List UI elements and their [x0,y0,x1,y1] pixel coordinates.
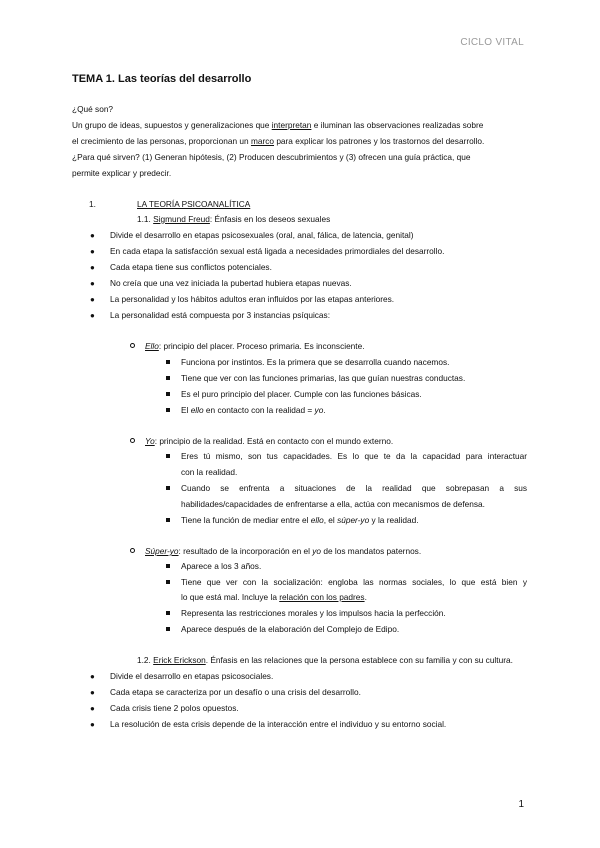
bullet-icon: ● [90,279,95,288]
list-item: ● No creía que una vez iniciada la pubertad hubiera etapas nuevas. [110,276,352,292]
list-item: ● La personalidad y los hábitos adultos eran influidos por las etapas anteriores. [110,292,394,308]
list-item: Representa las restricciones morales y los impulsos hacia la perfección. [181,606,446,622]
list-item: El ello en contacto con la realidad = yo. [181,403,326,419]
square-bullet-icon [166,360,170,364]
section-number: 1. [89,199,96,209]
list-item: Eres tú mismo, son tus capacidades. Es lo que te da la capacidad para interactuar [181,449,527,465]
circle-bullet-icon [130,438,135,443]
square-bullet-icon [166,486,170,490]
list-item: ● Cada etapa tiene sus conflictos potenciales. [110,260,272,276]
question-what: ¿Qué son? [72,104,114,114]
page-title: TEMA 1. Las teorías del desarrollo [72,73,252,85]
circle-bullet-icon [130,343,135,348]
list-item: ● Cada crisis tiene 2 polos opuestos. [110,701,239,717]
ello-heading: Ello: principio del placer. Proceso primaria. Es inconsciente. [145,339,365,355]
bullet-icon: ● [90,263,95,272]
section-title: LA TEORÍA PSICOANALÍTICA [137,199,251,209]
definition-line-1: Un grupo de ideas, supuestos y generalizaciones que interpretan e iluminan las observaciones realizadas sobre [72,120,484,130]
circle-bullet-icon [130,548,135,553]
list-item: ● En cada etapa la satisfacción sexual está ligada a necesidades primordiales del desarrollo. [110,244,444,260]
list-item: ● Divide el desarrollo en etapas psicosociales. [110,669,273,685]
bullet-icon: ● [90,672,95,681]
bullet-icon: ● [90,704,95,713]
list-item: Tiene que ver con las funciones primarias, las que guían nuestras conductas. [181,371,465,387]
square-bullet-icon [166,580,170,584]
list-item: ● Divide el desarrollo en etapas psicosexuales (oral, anal, fálica, de latencia, genital) [110,228,413,244]
list-item: ● La personalidad está compuesta por 3 instancias psíquicas: [110,308,330,324]
bullet-icon: ● [90,720,95,729]
list-item-continuation: con la realidad. [181,467,238,477]
square-bullet-icon [166,518,170,522]
freud-heading: 1.1. Sigmund Freud: Énfasis en los deseos sexuales [137,214,331,224]
erikson-heading: 1.2. Erick Erickson. Énfasis en las relaciones que la persona establece con su familia y con su cultura. [137,655,513,665]
list-item: Aparece después de la elaboración del Complejo de Edipo. [181,622,399,638]
list-item: Tiene que ver con la socialización: engloba las normas sociales, lo que está bien y [181,575,527,591]
list-item: Funciona por instintos. Es la primera que se desarrolla cuando nacemos. [181,355,449,371]
bullet-icon: ● [90,247,95,256]
square-bullet-icon [166,564,170,568]
square-bullet-icon [166,376,170,380]
bullet-icon: ● [90,231,95,240]
list-item-continuation: habilidades/capacidades de enfrentarse a ella, actúa con mecanismos de defensa. [181,499,485,509]
square-bullet-icon [166,611,170,615]
square-bullet-icon [166,454,170,458]
square-bullet-icon [166,392,170,396]
bullet-icon: ● [90,688,95,697]
yo-heading: Yo: principio de la realidad. Está en contacto con el mundo externo. [145,434,393,450]
bullet-icon: ● [90,311,95,320]
list-item: Tiene la función de mediar entre el ello, el súper-yo y la realidad. [181,513,419,529]
list-item: ● La resolución de esta crisis depende de la interacción entre el individuo y su entorno social. [110,717,446,733]
superyo-heading: Súper-yo: resultado de la incorporación en el yo de los mandatos paternos. [145,544,421,560]
list-item: Aparece a los 3 años. [181,559,261,575]
question-why-line-1: ¿Para qué sirven? (1) Generan hipótesis, (2) Producen descubrimientos y (3) ofrecen una guía práctica, que [72,152,471,162]
document-header: CICLO VITAL [460,37,524,48]
list-item: Es el puro principio del placer. Cumple con las funciones básicas. [181,387,422,403]
definition-line-2: el crecimiento de las personas, proporcionan un marco para explicar los patrones y los trastornos del desarrollo. [72,136,485,146]
square-bullet-icon [166,627,170,631]
list-item: ● Cada etapa se caracteriza por un desafío o una crisis del desarrollo. [110,685,361,701]
question-why-line-2: permite explicar y predecir. [72,168,172,178]
bullet-icon: ● [90,295,95,304]
square-bullet-icon [166,408,170,412]
list-item-continuation: lo que está mal. Incluye la relación con los padres. [181,592,367,602]
list-item: Cuando se enfrenta a situaciones de la realidad que sobrepasan a sus [181,481,527,497]
page-number: 1 [518,799,524,810]
